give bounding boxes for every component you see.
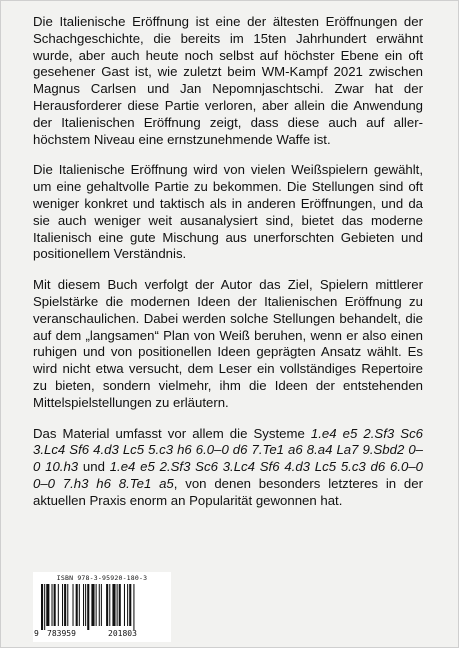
barcode-digit-first: 9	[34, 629, 39, 638]
isbn-barcode	[33, 572, 171, 642]
barcode-bar	[41, 584, 43, 630]
barcode-digits-right: 201803	[108, 629, 137, 638]
barcode-bar	[101, 584, 102, 626]
barcode-bar	[52, 584, 53, 626]
barcode-bar	[109, 584, 110, 626]
barcode-bar	[99, 584, 100, 626]
barcode-bar	[83, 584, 84, 626]
barcode-bar	[91, 584, 94, 626]
system-line-2: 1.e4 e5 2.Sf3 Sc6 3.Lc4 Sf6 4.d3 Lc5 5.c3 d6 6.0–0 0–0 7.h3 h6 8.Te1 a5	[33, 459, 423, 491]
isbn-label: ISBN 978-3-95920-180-3	[56, 574, 148, 582]
barcode-bar	[133, 584, 134, 630]
barcode-bar	[119, 584, 121, 626]
barcode-bar	[62, 584, 63, 626]
barcode-bar	[54, 584, 56, 626]
barcode-bar	[124, 584, 125, 626]
barcode-bar	[58, 584, 59, 626]
barcode-bar	[85, 584, 86, 626]
material-connector: und	[78, 459, 110, 475]
barcode-bar	[44, 584, 45, 630]
barcode-bar	[79, 584, 80, 626]
barcode-bar	[112, 584, 115, 626]
blurb-text	[33, 14, 423, 524]
barcode-bar	[117, 584, 118, 626]
barcode-bar	[96, 584, 97, 626]
material-outro: , von denen besonders letzteres in der aktuellen Praxis enorm an Popularität gewonnen hat.	[33, 475, 423, 508]
material-intro: Das Material umfasst vor allem die Systeme	[33, 425, 311, 441]
paragraph-white-players: Die Italienische Eröffnung wird von vielen Weißspielern gewählt, um eine gehaltvolle Partie zu bekommen. Die Stellungen sind oft weniger konkret und taktisch als in anderen Eröffnungen, und da sie auch weniger weit ausanalysiert sind, bietet das moderne Italienisch eine gute Mischung aus unerforschten Gebieten und positionellem Verständnis.	[33, 162, 423, 262]
paragraph-author-goal: Mit diesem Buch verfolgt der Autor das Ziel, Spielern mittlerer Spielstärke die modernen Ideen der Italienischen Eröffnung zu veranschaulichen. Dabei werden solche Stellungen behandelt, die auf dem „langsamen“ Plan von Weiß beruhen, wenn er also einen ruhigen und von positionellen Ideen geprägten Ansatz wählt. Es wird nicht etwa versucht, dem Leser ein vollständiges Repertoire zu bieten, sondern vielmehr, ihm die Ideen der entstehenden Mittelspielstellungen zu erläutern.	[33, 277, 423, 410]
barcode-bar	[87, 584, 89, 630]
barcode-bar	[67, 584, 68, 626]
barcode-bar	[129, 584, 131, 626]
barcode-bar	[127, 584, 128, 626]
paragraph-material	[33, 426, 423, 510]
barcode-digits-left: 783959	[47, 629, 76, 638]
barcode-bar	[64, 584, 66, 626]
barcode-bar	[106, 584, 108, 626]
paragraph-history: Die Italienische Eröffnung ist eine der ältesten Eröffnungen der Schachgeschichte, die bereits im 15ten Jahrhundert erwähnt wurde, aber auch heute noch selbst auf höchster Ebene ein oft gesehener Gast ist, wie zuletzt beim WM-Kampf 2021 zwischen Magnus Carlsen und Jan Nepomnjaschtschi. Zwar hat der Herausforderer diese Partie verloren, aber allein die Anwendung der Italienischen Eröffnung zeigt, dass diese auch auf allerhöchstem Niveau eine ernstzunehmende Waffe ist.	[33, 14, 423, 147]
barcode-bar	[73, 584, 74, 626]
barcode-bar	[46, 584, 49, 626]
barcode-bars	[39, 584, 165, 630]
system-line-1: 1.e4 e5 2.Sf3 Sc6 3.Lc4 Sf6 4.d3 Lc5 5.c3 h6 6.0–0 d6 7.Te1 a6 8.a4 La7 9.Sbd2 0–0 10.h3	[33, 425, 424, 475]
barcode-bar	[76, 584, 78, 626]
